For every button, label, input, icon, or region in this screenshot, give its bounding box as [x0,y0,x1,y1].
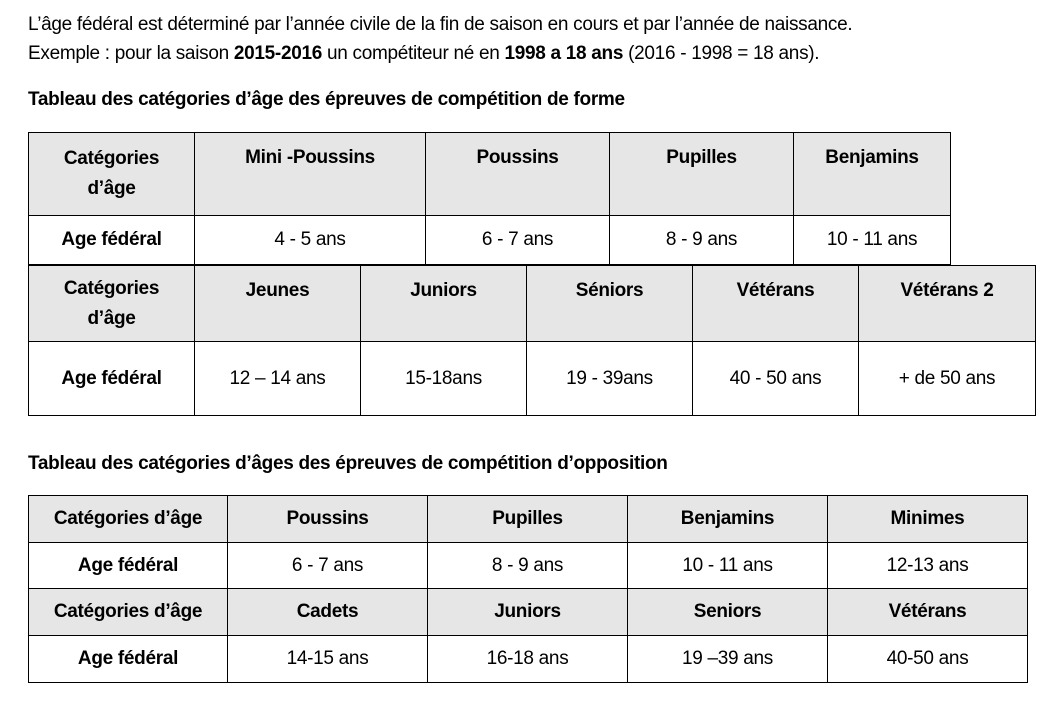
age-cell: 19 –39 ans [628,636,828,683]
row-label-categories: Catégories d’âge [29,133,195,216]
category-cell: Vétérans [693,266,859,342]
row-label-categories: Catégories d’âge [29,496,228,543]
intro-line-2-b: un compétiteur né en [322,43,505,64]
category-cell: Vétérans 2 [859,266,1036,342]
intro-season: 2015-2016 [233,43,323,64]
intro-line-2-a: Exemple : pour la saison [28,43,234,64]
category-cell: Benjamins [794,133,951,216]
category-cell: Poussins [228,496,428,543]
age-cell: 8 - 9 ans [610,216,794,265]
age-cell: 14-15 ans [228,636,428,683]
category-cell: Jeunes [195,266,361,342]
opposition-ages-row-2 [29,636,1028,683]
forme-categories-row-2 [29,266,1036,342]
age-cell: 12-13 ans [828,543,1028,589]
forme-table-part-1 [28,132,951,265]
category-cell: Seniors [628,589,828,636]
category-cell: Juniors [428,589,628,636]
age-cell: 10 - 11 ans [628,543,828,589]
row-label-categories: Catégories d’âge [29,589,228,636]
age-cell: 19 - 39ans [527,342,693,416]
age-cell: 40-50 ans [828,636,1028,683]
forme-ages-row-1 [29,216,951,265]
row-label-age: Age fédéral [29,636,228,683]
category-cell: Pupilles [428,496,628,543]
category-cell: Benjamins [628,496,828,543]
category-cell: Séniors [527,266,693,342]
category-cell: Mini -Poussins [195,133,426,216]
opposition-categories-row-2 [29,589,1028,636]
intro-birth-example: 1998 a 18 ans [504,43,624,64]
age-cell: 6 - 7 ans [228,543,428,589]
forme-ages-row-2 [29,342,1036,416]
forme-table-heading: Tableau des catégories d’âge des épreuves de compétition de forme [28,89,625,110]
age-cell: 4 - 5 ans [195,216,426,265]
category-cell: Cadets [228,589,428,636]
age-cell: + de 50 ans [859,342,1036,416]
opposition-ages-row-1 [29,543,1028,589]
age-cell: 10 - 11 ans [794,216,951,265]
row-label-age: Age fédéral [29,543,228,589]
intro-text [28,10,852,68]
intro-line-2 [28,39,852,68]
opposition-table-heading: Tableau des catégories d’âges des épreuves de compétition d’opposition [28,453,668,474]
age-cell: 40 - 50 ans [693,342,859,416]
age-cell: 15-18ans [361,342,527,416]
forme-categories-row-1 [29,133,951,216]
category-cell: Vétérans [828,589,1028,636]
opposition-table [28,495,1028,683]
category-cell: Minimes [828,496,1028,543]
age-cell: 12 – 14 ans [195,342,361,416]
intro-line-1: L’âge fédéral est déterminé par l’année civile de la fin de saison en cours et par l’année de naissance. [28,14,853,35]
opposition-categories-row-1 [29,496,1028,543]
row-label-age: Age fédéral [29,342,195,416]
row-label-categories: Catégories d’âge [29,266,195,342]
category-cell: Pupilles [610,133,794,216]
row-label-age: Age fédéral [29,216,195,265]
age-cell: 6 - 7 ans [426,216,610,265]
category-cell: Juniors [361,266,527,342]
intro-line-2-c: (2016 - 1998 = 18 ans). [623,43,820,64]
forme-table-part-2 [28,265,1036,416]
age-cell: 8 - 9 ans [428,543,628,589]
age-cell: 16-18 ans [428,636,628,683]
category-cell: Poussins [426,133,610,216]
